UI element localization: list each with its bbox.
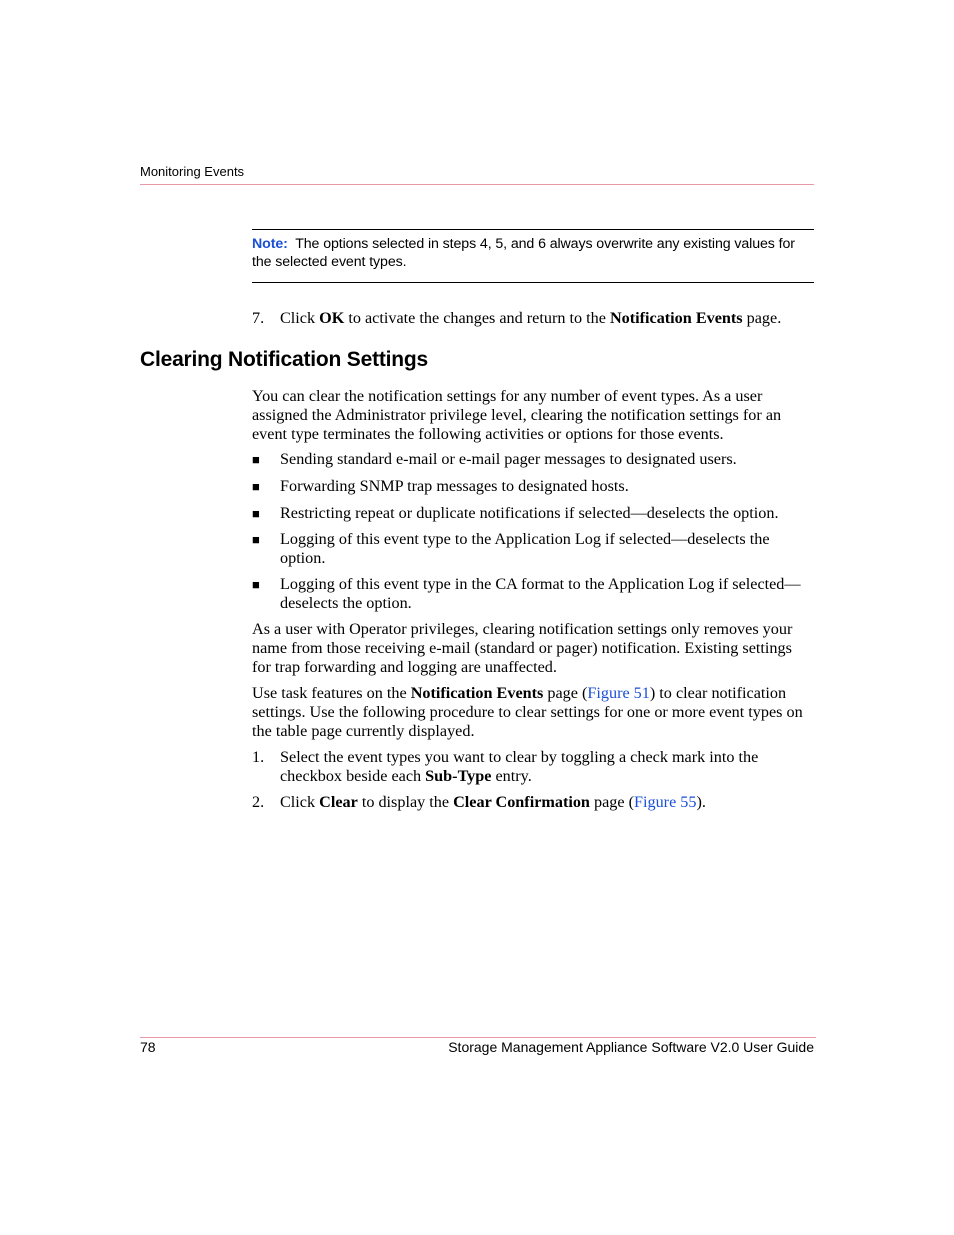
operator-paragraph: As a user with Operator privileges, clearing notification settings only removes your name from those receiving e-mail (standard or pager) notification. Existing settings for trap forwarding and logging are unaffected.	[252, 620, 793, 676]
list-item-text: Logging of this event type in the CA format to the Application Log if selected—deselects the option.	[280, 575, 801, 612]
footer-rule	[140, 1037, 816, 1038]
step-2: 2. Click Clear to display the Clear Confirmation page (Figure 55).	[252, 793, 706, 811]
figure-51-link[interactable]: Figure 51	[587, 684, 650, 702]
note-text: The options selected in steps 4, 5, and 6 always overwrite any existing values for the selected event types.	[252, 236, 795, 270]
notification-events-term: Notification Events	[609, 309, 743, 327]
list-item-text: Sending standard e-mail or e-mail pager messages to designated users.	[280, 450, 737, 468]
bullet-square-icon: ■	[252, 506, 260, 521]
list-item	[252, 530, 814, 568]
running-header: Monitoring Events	[140, 164, 245, 179]
note-label: Note:	[252, 236, 288, 252]
list-item	[252, 450, 814, 469]
section-heading: Clearing Notification Settings	[140, 348, 429, 371]
clear-term: Clear	[319, 793, 358, 811]
list-item-text: Logging of this event type to the Application Log if selected—deselects the option.	[280, 530, 770, 567]
list-item-text: Restricting repeat or duplicate notifications if selected—deselects the option.	[280, 504, 779, 522]
page-number: 78	[140, 1039, 156, 1055]
bullet-square-icon: ■	[252, 452, 260, 467]
list-item	[252, 504, 814, 523]
task-paragraph: Use task features on the Notification Events page (Figure 51) to clear notification settings. Use the following procedure to clear settings for one or more event types on the table page currently displayed.	[252, 684, 803, 740]
list-item	[252, 575, 814, 613]
header-rule	[140, 184, 814, 185]
step-number: 1.	[252, 748, 265, 766]
bullet-square-icon: ■	[252, 532, 260, 547]
step-number: 7.	[252, 309, 265, 327]
intro-paragraph: You can clear the notification settings for any number of event types. As a user assigned the Administrator privilege level, clearing the notification settings for an event type terminates the following activities or options for those events.	[252, 387, 782, 443]
bullet-square-icon: ■	[252, 577, 260, 592]
note-bottom-rule	[252, 282, 814, 283]
list-item	[252, 477, 814, 496]
footer-title: Storage Management Appliance Software V2.0 User Guide	[448, 1039, 814, 1055]
note-top-rule	[252, 229, 814, 230]
clear-confirmation-term: Clear Confirmation	[453, 793, 590, 811]
note-box	[252, 236, 814, 271]
ok-term: OK	[319, 309, 345, 327]
notification-events-term: Notification Events	[410, 684, 544, 702]
bullet-square-icon: ■	[252, 479, 260, 494]
list-item-text: Forwarding SNMP trap messages to designated hosts.	[280, 477, 629, 495]
step-7: 7. Click OK to activate the changes and return to the Notification Events page.	[252, 309, 782, 327]
step-1: 1. Select the event types you want to clear by toggling a check mark into the checkbox beside each Sub-Type entry.	[252, 748, 759, 785]
step-number: 2.	[252, 793, 265, 811]
sub-type-term: Sub-Type	[425, 767, 492, 785]
figure-55-link[interactable]: Figure 55	[633, 793, 697, 811]
